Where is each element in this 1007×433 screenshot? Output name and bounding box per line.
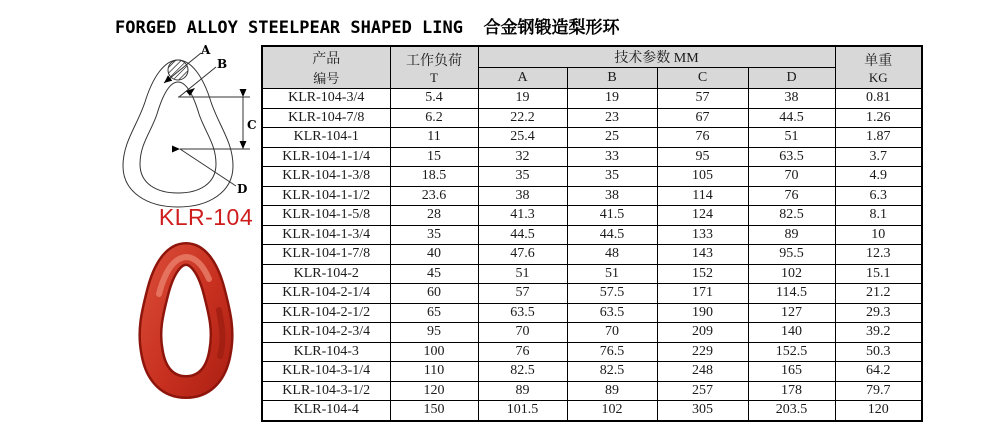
value-cell: 70 bbox=[478, 323, 567, 343]
value-cell: 38 bbox=[748, 89, 835, 109]
pear-ring-shape bbox=[150, 254, 222, 387]
header-dim-c: C bbox=[657, 68, 748, 89]
value-cell: 8.1 bbox=[835, 206, 922, 226]
product-code-cell: KLR-104-3-1/4 bbox=[262, 362, 390, 382]
value-cell: 120 bbox=[835, 401, 922, 421]
value-cell: 57 bbox=[478, 284, 567, 304]
value-cell: 76 bbox=[478, 342, 567, 362]
value-cell: 50.3 bbox=[835, 342, 922, 362]
header-dim-a: A bbox=[478, 68, 567, 89]
dim-label-b: B bbox=[217, 57, 228, 71]
table-row bbox=[262, 381, 922, 401]
table-row bbox=[262, 303, 922, 323]
value-cell: 40 bbox=[390, 245, 478, 265]
inner-pear-outline bbox=[140, 82, 216, 193]
table-row bbox=[262, 147, 922, 167]
value-cell: 82.5 bbox=[567, 362, 657, 382]
dim-label-a: A bbox=[201, 43, 211, 57]
value-cell: 25 bbox=[567, 128, 657, 148]
value-cell: 25.4 bbox=[478, 128, 567, 148]
product-code-cell: KLR-104-2 bbox=[262, 264, 390, 284]
value-cell: 82.5 bbox=[748, 206, 835, 226]
table-row bbox=[262, 401, 922, 421]
table-row bbox=[262, 342, 922, 362]
value-cell: 19 bbox=[478, 89, 567, 109]
spec-table-body bbox=[262, 89, 922, 421]
value-cell: 51 bbox=[748, 128, 835, 148]
value-cell: 89 bbox=[478, 381, 567, 401]
product-code-cell: KLR-104-2-1/4 bbox=[262, 284, 390, 304]
table-row bbox=[262, 186, 922, 206]
table-row bbox=[262, 284, 922, 304]
value-cell: 38 bbox=[567, 186, 657, 206]
value-cell: 152 bbox=[657, 264, 748, 284]
value-cell: 100 bbox=[390, 342, 478, 362]
value-cell: 140 bbox=[748, 323, 835, 343]
product-code-cell: KLR-104-7/8 bbox=[262, 108, 390, 128]
value-cell: 102 bbox=[567, 401, 657, 421]
table-row bbox=[262, 89, 922, 109]
header-product-line1: 产品 bbox=[312, 52, 341, 67]
value-cell: 114.5 bbox=[748, 284, 835, 304]
table-row bbox=[262, 108, 922, 128]
page-title: FORGED ALLOY STEELPEAR SHAPED LING 合金钢锻造梨形环 bbox=[115, 18, 620, 38]
header-unit-weight bbox=[835, 46, 922, 89]
value-cell: 143 bbox=[657, 245, 748, 265]
value-cell: 44.5 bbox=[478, 225, 567, 245]
value-cell: 6.2 bbox=[390, 108, 478, 128]
value-cell: 70 bbox=[567, 323, 657, 343]
value-cell: 64.2 bbox=[835, 362, 922, 382]
value-cell: 76.5 bbox=[567, 342, 657, 362]
value-cell: 21.2 bbox=[835, 284, 922, 304]
value-cell: 79.7 bbox=[835, 381, 922, 401]
product-code-label: KLR-104 bbox=[158, 204, 254, 230]
spec-table bbox=[261, 45, 923, 422]
value-cell: 57.5 bbox=[567, 284, 657, 304]
dim-label-d: D bbox=[237, 182, 248, 196]
header-dim-b: B bbox=[567, 68, 657, 89]
product-code-cell: KLR-104-1-7/8 bbox=[262, 245, 390, 265]
value-cell: 82.5 bbox=[478, 362, 567, 382]
header-weight-line2: KG bbox=[868, 69, 888, 85]
value-cell: 60 bbox=[390, 284, 478, 304]
value-cell: 44.5 bbox=[567, 225, 657, 245]
value-cell: 12.3 bbox=[835, 245, 922, 265]
value-cell: 102 bbox=[748, 264, 835, 284]
header-tech-params: 技术参数 MM bbox=[478, 46, 835, 68]
value-cell: 165 bbox=[748, 362, 835, 382]
value-cell: 190 bbox=[657, 303, 748, 323]
value-cell: 32 bbox=[478, 147, 567, 167]
product-code-cell: KLR-104-1-5/8 bbox=[262, 206, 390, 226]
value-cell: 45 bbox=[390, 264, 478, 284]
value-cell: 22.2 bbox=[478, 108, 567, 128]
table-row bbox=[262, 225, 922, 245]
value-cell: 70 bbox=[748, 167, 835, 187]
value-cell: 76 bbox=[748, 186, 835, 206]
value-cell: 35 bbox=[390, 225, 478, 245]
table-row bbox=[262, 245, 922, 265]
dim-d-leader bbox=[180, 149, 236, 186]
value-cell: 152.5 bbox=[748, 342, 835, 362]
value-cell: 57 bbox=[657, 89, 748, 109]
value-cell: 41.5 bbox=[567, 206, 657, 226]
value-cell: 89 bbox=[748, 225, 835, 245]
value-cell: 41.3 bbox=[478, 206, 567, 226]
product-code-cell: KLR-104-1-1/4 bbox=[262, 147, 390, 167]
value-cell: 19 bbox=[567, 89, 657, 109]
table-row bbox=[262, 323, 922, 343]
product-code-cell: KLR-104-3-1/2 bbox=[262, 381, 390, 401]
value-cell: 0.81 bbox=[835, 89, 922, 109]
value-cell: 39.2 bbox=[835, 323, 922, 343]
value-cell: 229 bbox=[657, 342, 748, 362]
value-cell: 48 bbox=[567, 245, 657, 265]
value-cell: 248 bbox=[657, 362, 748, 382]
product-code-cell: KLR-104-2-3/4 bbox=[262, 323, 390, 343]
value-cell: 65 bbox=[390, 303, 478, 323]
header-dim-d: D bbox=[748, 68, 835, 89]
value-cell: 63.5 bbox=[748, 147, 835, 167]
value-cell: 257 bbox=[657, 381, 748, 401]
header-load-line1: 工作负荷 bbox=[406, 53, 462, 69]
value-cell: 133 bbox=[657, 225, 748, 245]
value-cell: 51 bbox=[567, 264, 657, 284]
product-code-cell: KLR-104-2-1/2 bbox=[262, 303, 390, 323]
value-cell: 23 bbox=[567, 108, 657, 128]
table-row bbox=[262, 206, 922, 226]
value-cell: 101.5 bbox=[478, 401, 567, 421]
dim-label-c: C bbox=[247, 118, 257, 132]
value-cell: 127 bbox=[748, 303, 835, 323]
product-code-cell: KLR-104-1-3/4 bbox=[262, 225, 390, 245]
dim-b-arrowhead bbox=[186, 88, 195, 96]
product-code-cell: KLR-104-4 bbox=[262, 401, 390, 421]
header-working-load bbox=[390, 46, 478, 89]
value-cell: 10 bbox=[835, 225, 922, 245]
value-cell: 35 bbox=[567, 167, 657, 187]
value-cell: 305 bbox=[657, 401, 748, 421]
header-weight-line1: 单重 bbox=[864, 53, 893, 69]
table-row bbox=[262, 362, 922, 382]
table-row bbox=[262, 167, 922, 187]
value-cell: 95 bbox=[390, 323, 478, 343]
value-cell: 124 bbox=[657, 206, 748, 226]
value-cell: 23.6 bbox=[390, 186, 478, 206]
table-row bbox=[262, 128, 922, 148]
value-cell: 105 bbox=[657, 167, 748, 187]
value-cell: 110 bbox=[390, 362, 478, 382]
value-cell: 63.5 bbox=[567, 303, 657, 323]
value-cell: 114 bbox=[657, 186, 748, 206]
value-cell: 3.7 bbox=[835, 147, 922, 167]
value-cell: 203.5 bbox=[748, 401, 835, 421]
value-cell: 76 bbox=[657, 128, 748, 148]
product-code-cell: KLR-104-3 bbox=[262, 342, 390, 362]
product-code-cell: KLR-104-3/4 bbox=[262, 89, 390, 109]
value-cell: 51 bbox=[478, 264, 567, 284]
value-cell: 29.3 bbox=[835, 303, 922, 323]
value-cell: 1.26 bbox=[835, 108, 922, 128]
value-cell: 171 bbox=[657, 284, 748, 304]
header-load-line2: T bbox=[430, 69, 438, 85]
value-cell: 11 bbox=[390, 128, 478, 148]
value-cell: 33 bbox=[567, 147, 657, 167]
value-cell: 4.9 bbox=[835, 167, 922, 187]
product-code-cell: KLR-104-1 bbox=[262, 128, 390, 148]
value-cell: 178 bbox=[748, 381, 835, 401]
header-product-line2: 编号 bbox=[313, 71, 340, 86]
value-cell: 95.5 bbox=[748, 245, 835, 265]
value-cell: 47.6 bbox=[478, 245, 567, 265]
product-code-cell: KLR-104-1-1/2 bbox=[262, 186, 390, 206]
value-cell: 5.4 bbox=[390, 89, 478, 109]
value-cell: 15 bbox=[390, 147, 478, 167]
value-cell: 1.87 bbox=[835, 128, 922, 148]
value-cell: 6.3 bbox=[835, 186, 922, 206]
header-product-code bbox=[262, 46, 390, 89]
value-cell: 15.1 bbox=[835, 264, 922, 284]
table-row bbox=[262, 264, 922, 284]
value-cell: 209 bbox=[657, 323, 748, 343]
product-photo bbox=[132, 238, 240, 406]
value-cell: 150 bbox=[390, 401, 478, 421]
product-code-cell: KLR-104-1-3/8 bbox=[262, 167, 390, 187]
product-photo-svg bbox=[132, 238, 240, 406]
value-cell: 28 bbox=[390, 206, 478, 226]
value-cell: 120 bbox=[390, 381, 478, 401]
value-cell: 95 bbox=[657, 147, 748, 167]
value-cell: 89 bbox=[567, 381, 657, 401]
value-cell: 35 bbox=[478, 167, 567, 187]
value-cell: 67 bbox=[657, 108, 748, 128]
value-cell: 18.5 bbox=[390, 167, 478, 187]
value-cell: 63.5 bbox=[478, 303, 567, 323]
value-cell: 38 bbox=[478, 186, 567, 206]
value-cell: 44.5 bbox=[748, 108, 835, 128]
